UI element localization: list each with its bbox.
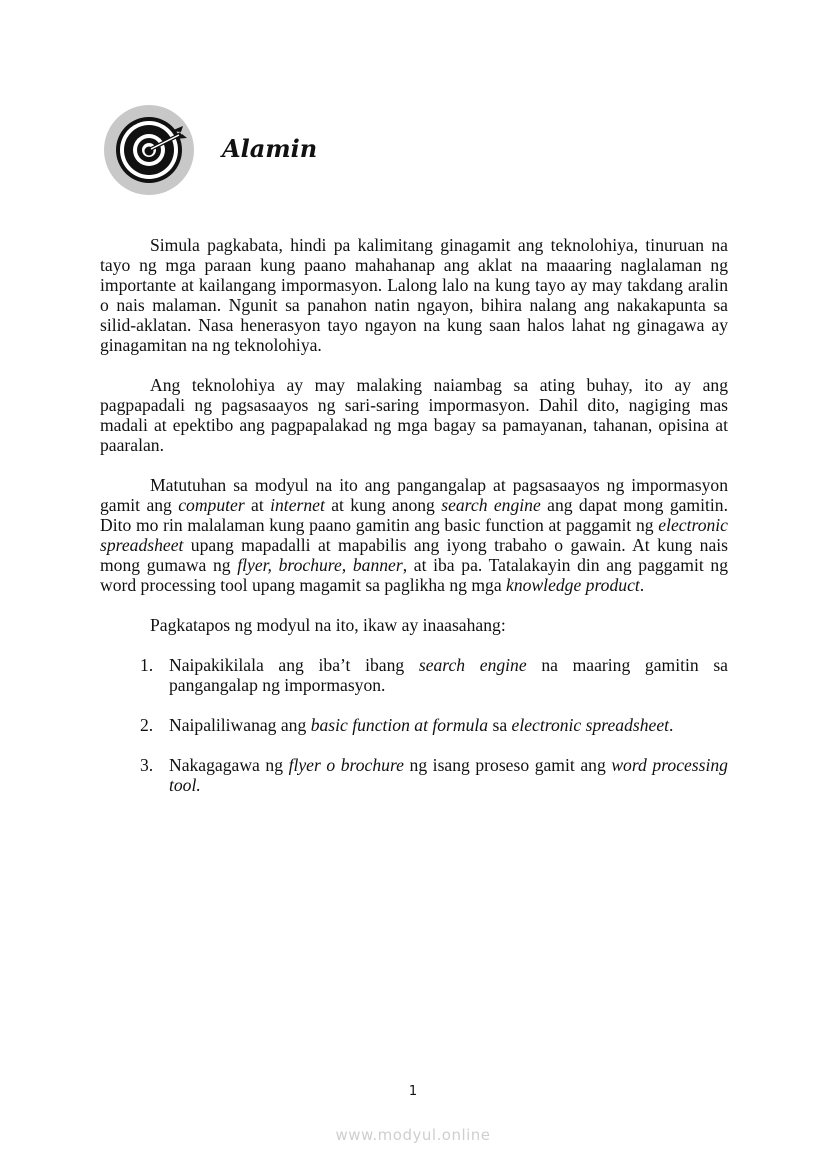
text-run: Matutuhan sa modyul na ito ang pangangalap at pagsasaayos ng impormasyon gamit ang <box>100 475 728 515</box>
text-run: at <box>244 495 271 515</box>
text-run: Naipakikilala ang iba’t ibang <box>169 655 419 675</box>
emphasized-term: knowledge product <box>506 575 640 595</box>
objective-item <box>100 655 728 695</box>
text-run: upang mapadalli at mapabilis ang iyong trabaho o gawain. At kung nais mong gumawa ng <box>100 535 728 575</box>
emphasized-term: internet <box>270 495 325 515</box>
text-run: . <box>639 575 645 595</box>
objective-item <box>100 715 728 735</box>
technology-paragraph <box>100 375 728 455</box>
objective-number: 1. <box>140 655 154 675</box>
text-run: sa <box>488 715 512 735</box>
text-run: ang dapat mong gamitin. Dito mo rin malalaman kung paano gamitin ang basic function at paggamit ng <box>100 495 728 535</box>
emphasized-term: word processing tool. <box>169 755 728 795</box>
page-number: 1 <box>408 1084 418 1099</box>
text-run: na maaring gamitin sa pangangalap ng impormasyon. <box>169 655 728 695</box>
watermark-link[interactable]: www.modyul.online <box>335 1126 491 1144</box>
text-run: Ang teknolohiya ay may malaking naiambag sa ating buhay, ito ay ang pagpapadali ng pagsasaayos ng sari-saring impormasyon. Dahil dito, nagiging mas madali at epektibo ang pagpapalakad ng mga bagay sa pamayanan, tahanan, opisina at paaralan. <box>100 375 728 455</box>
emphasized-term: computer <box>178 495 245 515</box>
emphasized-term: search engine <box>418 655 527 675</box>
text-run: at kung anong <box>324 495 442 515</box>
text-run: ng isang proseso gamit ang <box>403 755 612 775</box>
emphasized-term: electronic spreadsheet <box>100 515 728 555</box>
objective-number: 3. <box>140 755 154 775</box>
emphasized-term: electronic spreadsheet <box>511 715 670 735</box>
text-run: Pagkatapos ng modyul na ito, ikaw ay inaasahang: <box>150 615 506 635</box>
document-body <box>100 235 728 815</box>
text-run: Naipaliliwanag ang <box>169 715 311 735</box>
emphasized-term: search engine <box>441 495 541 515</box>
module-overview-paragraph <box>100 475 728 595</box>
objective-text <box>169 755 728 795</box>
objective-number: 2. <box>140 715 154 735</box>
section-title: Alamin <box>222 134 318 163</box>
text-run: Nakagagawa ng <box>169 755 289 775</box>
objective-text <box>169 655 728 695</box>
text-run: , at iba pa. Tatalakayin din ang paggamit ng word processing tool upang magamit sa paglikha ng mga <box>100 555 729 595</box>
text-run: . <box>669 715 674 735</box>
emphasized-term: flyer, brochure, banner <box>237 555 403 575</box>
emphasized-term: basic function at formula <box>310 715 489 735</box>
objectives-list <box>100 655 728 795</box>
objectives-intro <box>100 615 728 635</box>
target-bullseye-icon <box>103 104 195 196</box>
text-run: Simula pagkabata, hindi pa kalimitang ginagamit ang teknolohiya, tinuruan na tayo ng mga paraan kung paano mahahanap ang aklat na maaaring naglalaman ng importante at kailangang impormasyon. Lalong lalo na kung tayo ay may takdang aralin o nais malaman. Ngunit sa panahon natin ngayon, bihira nalang ang nakakapunta sa silid-aklatan. Nasa henerasyon tayo ngayon na kung saan halos lahat ng ginagawa ay ginagamitan na ng teknolohiya. <box>100 235 728 355</box>
emphasized-term: flyer o brochure <box>288 755 404 775</box>
objective-item <box>100 755 728 795</box>
intro-paragraph <box>100 235 728 355</box>
objective-text <box>169 715 673 735</box>
